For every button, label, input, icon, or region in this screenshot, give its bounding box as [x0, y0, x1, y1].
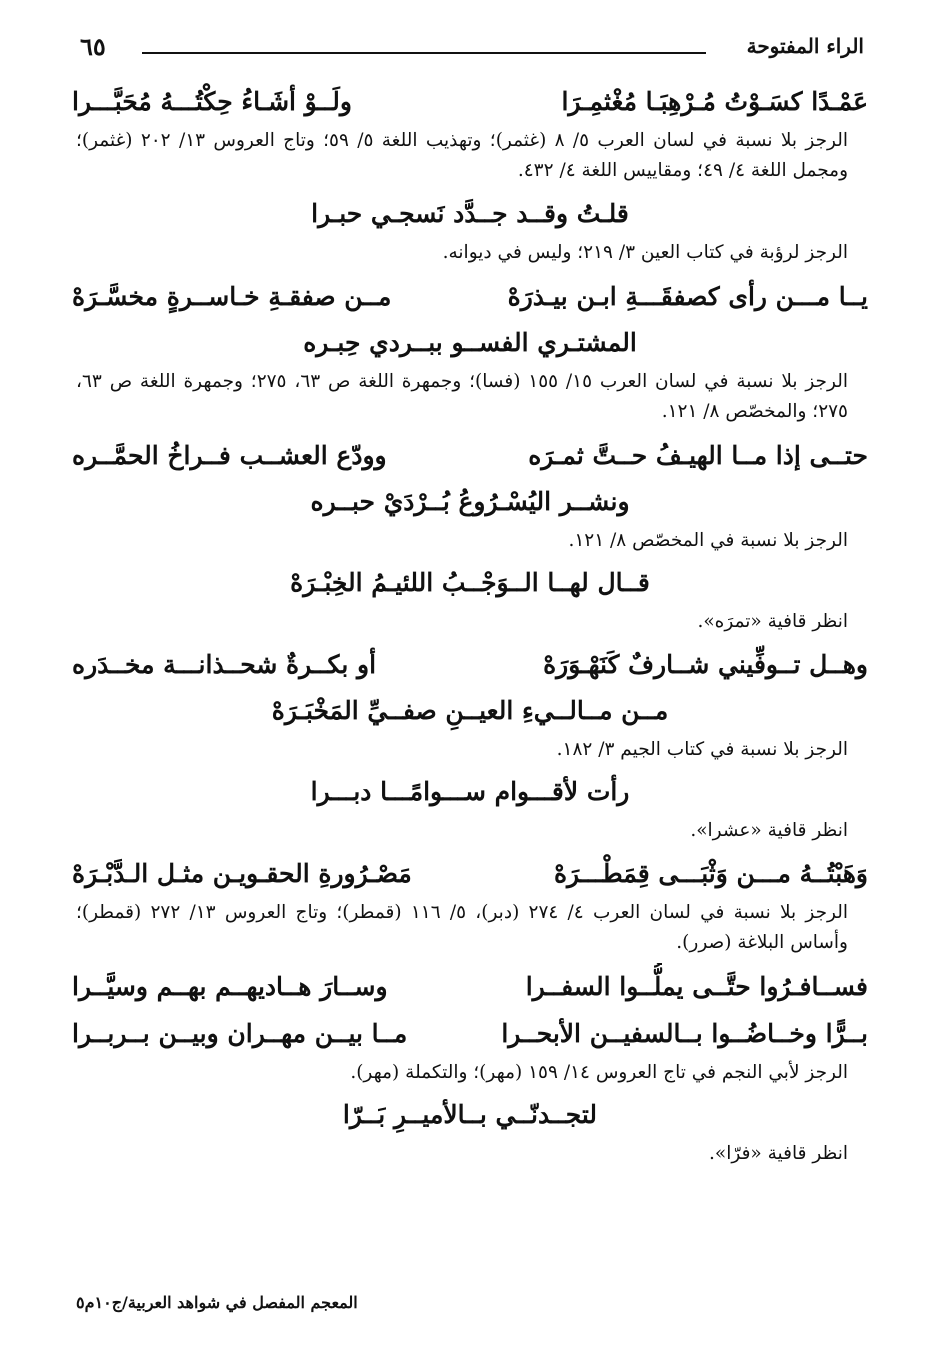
verse-line: مــن مــالــيءِ العيــنِ صفــيِّ المَخْبَـرَهْ	[271, 696, 669, 725]
verse-line: ونشــر اليُسْـرُوعُ بُــرْدَيْ حبــره	[310, 487, 630, 516]
source-note: الرجز بلا نسبة في لسان العرب ٤/ ٢٧٤ (دبر)، ٥/ ١١٦ (قمطر)؛ وتاج العروس ١٣/ ٢٧٢ (قمطر)؛ وأساس البلاغة (صرر).	[76, 902, 848, 953]
verse-second-hemistich: وســارَ هــاديهــم بهــم وسيَّــرا	[72, 972, 388, 1001]
verse-second-hemistich: وودّع العشــب فــراخُ الحمَّــره	[72, 441, 387, 470]
page-number: ٦٥	[80, 32, 106, 61]
verse-line: رأت لأقـــوام ســـوامًـــا دبـــرا	[310, 777, 630, 806]
verse-first-hemistich: فســافـرُوا حتَّــى يملُّــوا السفــرا	[525, 972, 868, 1001]
verse-first-hemistich: وهــل تــوفِّيني شــارفٌ كَنَهْـوَرَهْ	[543, 650, 868, 679]
verse-line: المشتـري الفســو ببــردي حِبـره	[303, 328, 637, 357]
source-note: الرجز بلا نسبة في لسان العرب ١٥/ ١٥٥ (فسا)؛ وجمهرة اللغة ص ٦٣، ٢٧٥؛ وجمهرة اللغة ص ٦٣، ٢٧٥؛ والمخصّص ٨/ ١٢١.	[76, 371, 848, 422]
verse-line: قلـتُ وقــد جــدَّد نَسجـي حبـرا	[311, 199, 629, 228]
source-note: الرجز لأبي النجم في تاج العروس ١٤/ ١٥٩ (مهر)؛ والتكملة (مهر).	[350, 1062, 848, 1083]
verse	[72, 78, 868, 125]
verse	[72, 641, 868, 688]
page-header	[80, 30, 864, 70]
cross-reference-note: انظر قافية «تمرَه».	[697, 611, 848, 632]
verse	[72, 432, 868, 479]
source-note: الرجز بلا نسبة في كتاب الجيم ٣/ ١٨٢.	[556, 739, 848, 760]
running-title: الراء المفتوحة	[746, 34, 864, 58]
verse-first-hemistich: يــا مـــن رأى كصفقَـــةِ ابـن بيـذرَهْ	[507, 282, 868, 311]
verse-first-hemistich: عَمْـدًا كسَـوْتُ مُـرْهِبَـا مُغْثمِـرَا	[561, 87, 868, 116]
header-rule	[142, 52, 706, 54]
source-note: الرجز لرؤبة في كتاب العين ٣/ ٢١٩؛ وليس في ديوانه.	[442, 242, 848, 263]
source-note: الرجز بلا نسبة في لسان العرب ٥/ ٨ (غثمر)؛ وتهذيب اللغة ٥/ ٥٩؛ وتاج العروس ١٣/ ٢٠٢ (غثمر)؛ ومجمل اللغة ٤/ ٤٩؛ ومقاييس اللغة ٤/ ٤٣٢.	[76, 130, 848, 181]
verse-line: قــال لهــا الــوَجْــبُ اللئيـمُ الخِبْـرَهْ	[290, 568, 650, 597]
verse-first-hemistich: حتــى إذا مــا الهيـفُ حــتَّ ثمـرَه	[528, 441, 868, 470]
verse-second-hemistich: أو بكــرةٌ شحــذانـــة مخــدَره	[72, 650, 377, 679]
verse-first-hemistich: بــرًّا وخــاضُــوا بــالسفيــن الأبحــرا	[501, 1019, 868, 1048]
verse-second-hemistich: مــا بيــن مهــران وبيــن بــربــرا	[72, 1019, 408, 1048]
verse	[72, 273, 868, 320]
verse	[72, 963, 868, 1010]
verse	[72, 1010, 868, 1057]
cross-reference-note: انظر قافية «عشرا».	[690, 820, 848, 841]
verse-second-hemistich: مــن صفقـةِ خـاســرةٍ مخسَّـرَهْ	[72, 282, 392, 311]
page-footer: المعجم المفصل في شواهد العربية/ج١٠م٥	[76, 1293, 358, 1312]
cross-reference-note: انظر قافية «فرّا».	[709, 1143, 848, 1164]
verse-first-hemistich: وَهَبْتُــهُ مـــن وَثْبَـــى قِمَطْـــرَهْ	[553, 859, 868, 888]
source-note: الرجز بلا نسبة في المخصّص ٨/ ١٢١.	[568, 530, 848, 551]
page-content	[72, 78, 868, 1173]
verse-second-hemistich: مَصْـرُورةِ الحقـويـن مثـل الـدَّبْـرَهْ	[72, 859, 412, 888]
verse	[72, 850, 868, 897]
verse-second-hemistich: ولَــوْ أشَـاءُ حِكْتُـــهُ مُحَبَّـــرا	[72, 87, 352, 116]
verse-line: لتجــدنّــي بــالأميــرِ بَــرّا	[342, 1100, 598, 1129]
